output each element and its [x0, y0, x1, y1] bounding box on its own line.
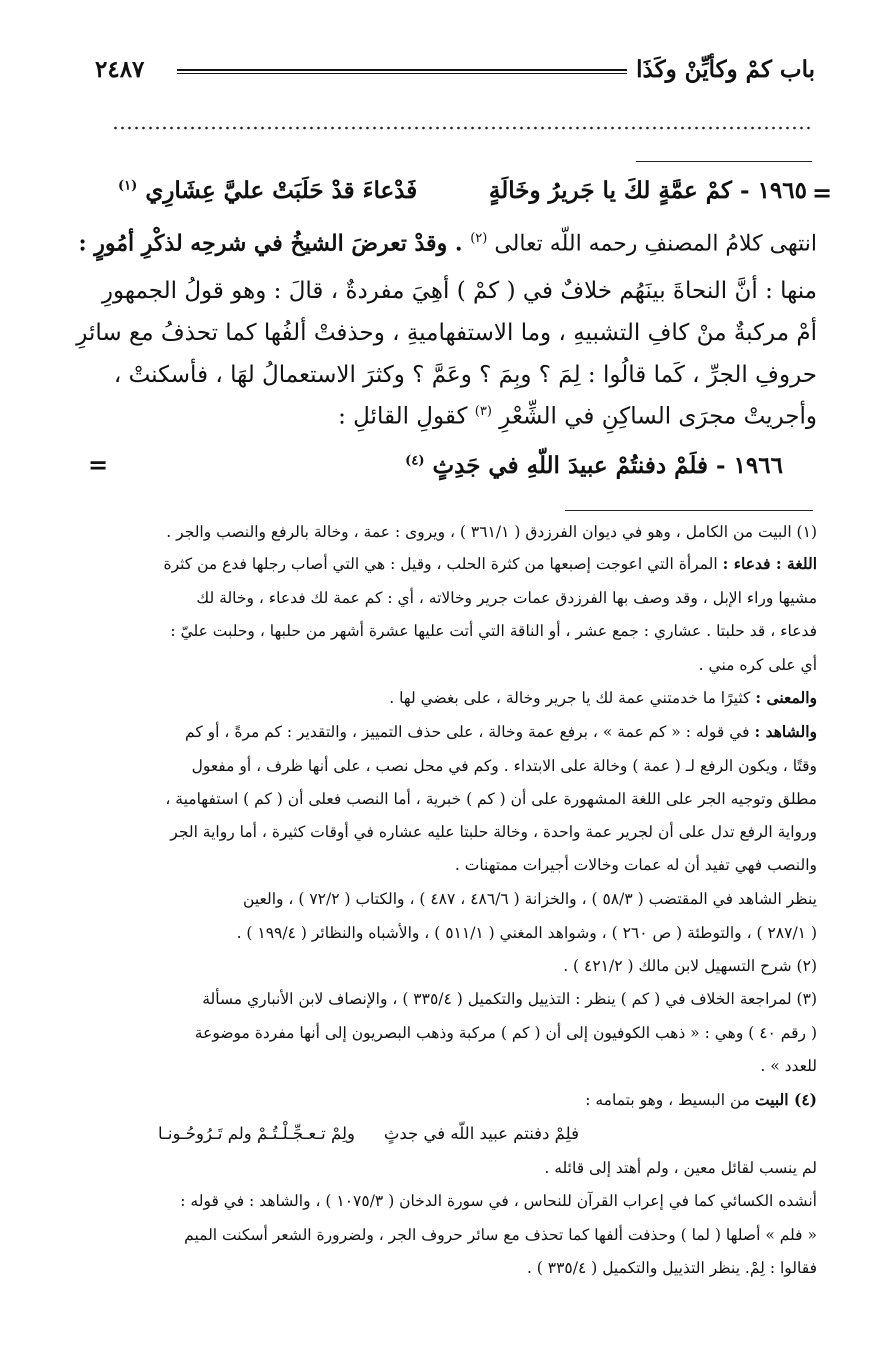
page-number: ٢٤٨٧	[95, 56, 145, 83]
body-line: منها : أنَّ النحاةَ بينَهُم خلافٌ في ( كمْ ) أهِيَ مفردةٌ ، قالَ : وهو قولُ الجمهورِ	[101, 278, 817, 304]
footnote-line: مشيها وراء الإبل ، وقد وصف بها الفرزدق عمات جرير وخالاته ، أي : كم عمة لك فدعاء ، وخالة لك	[196, 589, 817, 607]
footnote-line: ورواية الرفع تدل على أن لجرير عمة واحدة ، وخالة حلبتا عليه عشاره في أوقات كثيرة ، أما رواية الجر	[170, 823, 817, 841]
running-header	[95, 52, 815, 92]
body-line: وأجريتْ مجرَى الساكِنِ في الشِّعْرِ $^{(٣)}$ كقولِ القائلِ :	[338, 403, 817, 430]
header-rule	[177, 69, 627, 74]
footnote-line: والمعنى : كثيرًا ما خدمتني عمة لك يا جرير وخالة ، على بغضي لها .	[389, 688, 817, 707]
footnote-line: أي على كره مني .	[698, 656, 817, 674]
verse-1966	[405, 452, 783, 479]
verse-1965-left	[118, 177, 417, 204]
hemistich: فلَمْ دفنتُمْ عبيدَ اللّهِ في جَدِثٍ	[432, 452, 708, 479]
short-rule	[636, 161, 812, 162]
hemistich: كمْ عمَّةٍ لكَ يا جَريرُ وخَالَةٍ	[488, 177, 732, 204]
footnote-ref: (٤)	[405, 453, 425, 469]
footnote-line: (٣) لمراجعة الخلاف في ( كم ) ينظر : التذييل والتكميل ( ٣٣٥/٤ ) ، والإنصاف لابن الأنباري مسألة	[202, 990, 817, 1008]
footnote-line: أنشده الكسائي كما في إعراب القرآن للنحاس ، في سورة الدخان ( ١٠٧٥/٣ ) ، والشاهد : في قوله :	[180, 1192, 817, 1210]
verse-number: ١٩٦٥ -	[740, 177, 807, 204]
chapter-title: باب كمْ وكأيِّنْ وكَذَا	[636, 56, 815, 83]
footnote-line: وقتًا ، ويكون الرفع لـ ( عمة ) وخالة على الابتداء . وكم في محل نصب ، على أنها ظرف ، أو مفعول	[191, 757, 817, 775]
continuation-mark: =	[812, 178, 833, 207]
footnote-verse-right: فلِمْ دفنتم عبيد اللّه في جدثٍ	[383, 1124, 579, 1143]
footnote-line: فقالوا : لِمْ. ينظر التذييل والتكميل ( ٣٣٥/٤ ) .	[526, 1259, 817, 1277]
footnote-line: للعدد » .	[760, 1057, 817, 1075]
footnote-line: فدعاء ، قد حلبتا . عشاري : جمع عشر ، أو الناقة التي أتت عليها عشرة أشهر من حلبها ، وحلبت عليّ :	[170, 622, 817, 640]
footnote-line: مطلق وتوجيه الجر على اللغة المشهورة على أن ( كم ) خبرية ، أما النصب فعلى أن ( كم ) استفهامية ،	[165, 790, 817, 808]
footnote-line: (١) البيت من الكامل ، وهو في ديوان الفرزدق ( ٣٦١/١ ) ، ويروى : عمة ، وخالة بالرفع والنصب والجر .	[166, 523, 817, 541]
dotted-separator	[112, 126, 812, 130]
footnote-divider	[565, 510, 813, 511]
footnote-line: ينظر الشاهد في المقتضب ( ٥٨/٣ ) ، والخزانة ( ٤٨٦/٦ ، ٤٨٧ ) ، والكتاب ( ٧٢/٢ ) ، والعين	[243, 890, 817, 908]
footnote-line: والنصب فهي تفيد أن له عمات وخالات أجيرات ممتهنات .	[454, 856, 817, 874]
verse-number: ١٩٦٦ -	[716, 452, 783, 479]
footnote-ref: (١)	[118, 178, 138, 194]
footnote-line: « فلم » أصلها ( لما ) وحذفت ألفها كما تحذف مع سائر حروف الجر ، ولضرورة الشعر أسكنت الميم	[184, 1226, 817, 1244]
body-line: انتهى كلامُ المصنفِ رحمه اللّه تعالى $^{(٢)}$ . وقدْ تعرضَ الشيخُ في شرحِه لذكْرِ أمُورٍ :	[78, 230, 817, 257]
footnote-verse-left: ولِمْ تـعـجِّـلْـتُـمْ ولم تَـرُوحُـونـا	[158, 1124, 355, 1143]
body-line: أمْ مركبةٌ منْ كافِ التشبيهِ ، وما الاستفهاميةِ ، وحذفتْ ألفُها كما تحذفُ مع سائرِ	[76, 320, 817, 346]
footnote-line: ( رقم ٤٠ ) وهي : « ذهب الكوفيون إلى أن ( كم ) مركبة وذهب البصريون إلى أنها مفردة موضوعة	[194, 1024, 817, 1042]
footnote-line: لم ينسب لقائل معين ، ولم أهتد إلى قائله .	[544, 1159, 817, 1177]
hemistich: فَدْعاءَ قدْ حَلَبَتْ عليَّ عِشَارِي	[145, 177, 418, 204]
footnote-line: والشاهد : في قوله : « كم عمة » ، برفع عمة وخالة ، على حذف التمييز ، والتقدير : كم مرةً ، أو كم	[185, 722, 817, 741]
footnote-line: (٤) البيت من البسيط ، وهو بتمامه :	[585, 1090, 817, 1109]
continuation-mark: =	[88, 450, 109, 479]
body-line: حروفِ الجرِّ ، كَما قالُوا : لِمَ ؟ وبِمَ ؟ وعَمَّ ؟ وكثرَ الاستعمالُ لهَا ، فأسكنتْ ،	[113, 362, 817, 388]
footnote-line: ( ٢٨٧/١ ) ، والتوطئة ( ص ٢٦٠ ) ، وشواهد المغني ( ٥١١/١ ) ، والأشباه والنظائر ( ١٩٩/٤ ) .	[236, 924, 817, 942]
footnote-line: (٢) شرح التسهيل لابن مالك ( ٤٢١/٢ ) .	[563, 957, 817, 975]
footnote-line: اللغة : فدعاء : المرأة التي اعوجت إصبعها من كثرة الحلب ، وقيل : هي التي أصاب رجلها فدع من كثرة	[163, 554, 817, 573]
verse-1965-right	[489, 177, 807, 204]
